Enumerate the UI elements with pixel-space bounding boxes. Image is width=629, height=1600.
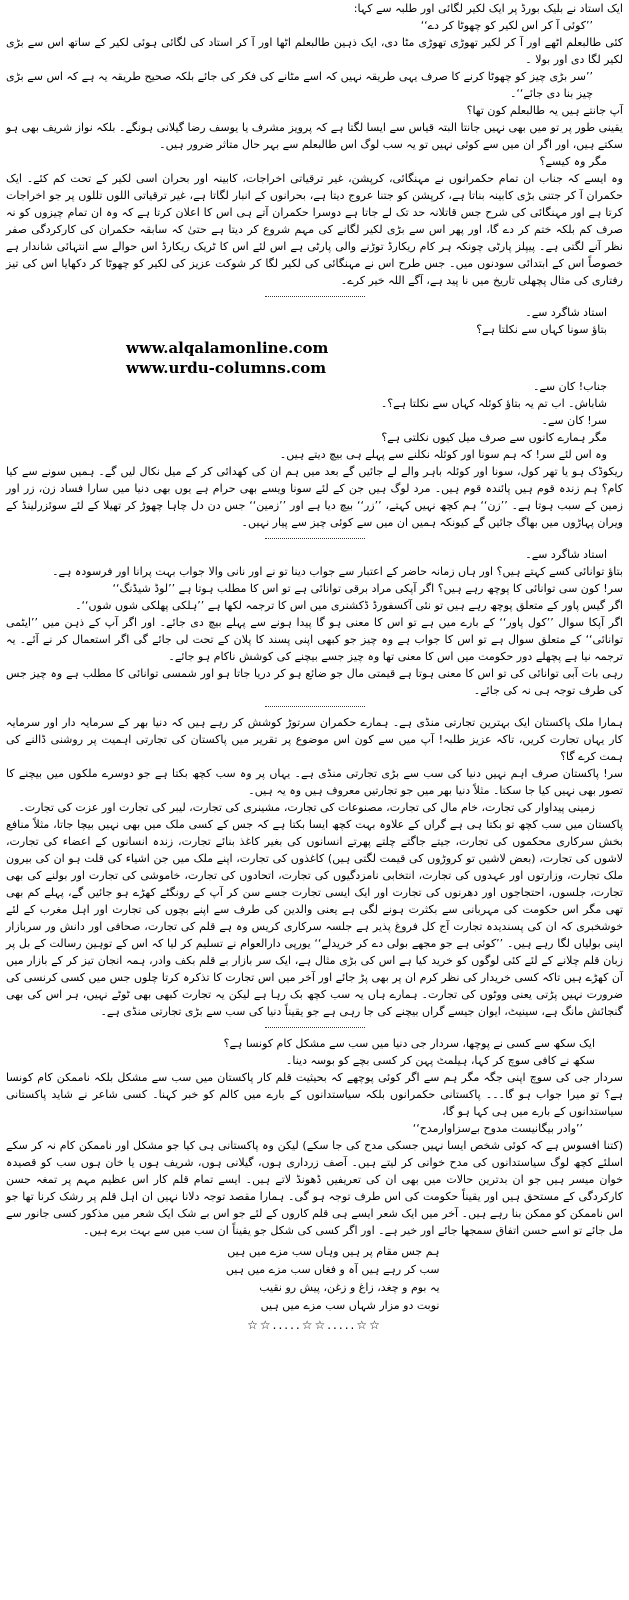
gold-coal-paragraph: ریکوڈک ہو یا تھر کول، سونا اور کوئلہ باہر والے لے جائیں گے بعد میں ہم ان کی کھدائی کر کے میل نکال لیں گے۔ ہمیں سونے سے کیا کام؟ ہم زندہ قوم ہیں پائندہ قوم ہیں۔ مرد لوگ ہیں جن کے لئے سونا ویسے بھی حرام ہے یوں بھی دنیا میں سارا فساد زن، زر اور زمین کے سبب ہوتا ہے۔ ’’زن‘‘ ہم کچھ نہیں کہتے، ’’زر‘‘ بیچ دیا ہے اور ’’زمین‘‘ جس دن دل چاہا چھوڑ کر تھیلا کے لئے سوئزرلینڈ کے ویران پہاڑوں میں بھاگ جائیں گے کیونکہ ہمیں ان میں سے کوئی چیز سے پیار نہیں۔	[6, 465, 623, 529]
dialogue-line: بتاؤ توانائی کسے کہتے ہیں؟ اور ہاں زمانہ حاضر کے اعتبار سے جواب دینا تو نے اور نانی والا جواب بہت پرانا اور فرسودہ ہے۔	[52, 565, 623, 578]
section-trade	[6, 714, 623, 1020]
dialogue-line: جناب! کان سے۔	[532, 380, 607, 393]
dialogue-line: سکھ نے کافی سوچ کر کہا، ہیلمٹ پہن کر کسی بچے کو بوسہ دینا۔	[285, 1054, 595, 1067]
closing-poem	[150, 1243, 480, 1315]
dialogue-line: اگر آپکا سوال ’’کول پاور‘‘ کے بارے میں ہے تو اس کا معنی ہو گا پیدا ہونے سے پہلے بیچ دی جائے۔ اور اگر آپ کے ذہن میں ’’ایٹمی توانائی‘‘ کے متعلق سوال ہے تو اس کا جواب ہے وہ چیز جو کبھی اپنی پسند کا پلان کے تحت لی جائے گی اگر استعمال کر نے آئے۔ یہ ترجمہ نیا ہے پچھلے دور حکومت میں اس کا معنی تھا وہ چیز جسے بیچنے کی کوشش ناکام ہو جائے۔	[6, 616, 623, 663]
dialogue-line: بتاؤ سونا کہاں سے نکلتا ہے؟	[476, 323, 607, 336]
section-energy	[6, 546, 623, 699]
praise-paragraph: سردار جی کی سوچ اپنی جگہ مگر ہم سے اگر کوئی پوچھے کہ بحیثیت قلم کار پاکستان میں سب سے مشکل بلکہ ناممکن کام کونسا ہے؟ تو میرا جواب ہو گا۔۔۔ پاکستانی حکمرانوں بلکہ سیاستدانوں کے بارے میں کالم کو خبر کہنا۔ کسی شاعر نے شاید پاکستانی سیاستدانوں کے بارے میں ہی کہا ہو گا،	[6, 1071, 623, 1118]
student-quote: ’’سر بڑی چیز کو چھوٹا کرنے کا صرف یہی طریقہ نہیں کہ اسے مٹانے کی فکر کی جائے بلکہ صحیح طریقہ یہ ہے کہ اس سے بڑی چیز بنا دی جائے‘‘۔	[6, 70, 593, 100]
poem-verse: سب کر رہے ہیں آہ و فغاں سب مزے میں ہیں	[225, 1263, 440, 1276]
trade-paragraph: ہمارا ملک پاکستان ایک بہترین تجارتی منڈی ہے۔ ہمارے حکمران سرتوڑ کوشش کر رہے ہیں کہ دنیا بھر کے سرمایہ دار اور سرمایہ کار یہاں تجارت کریں، تاکہ عزیز طلبہ! آپ میں سے کون اس موضوع پر تقریر میں پاکستان کی تجارتی اہمیت پر روشنی ڈالنے کی ہمت کرے گا؟	[6, 716, 623, 763]
end-mark: ☆☆.....☆☆.....☆☆	[247, 1318, 382, 1332]
trade-list: زمینی پیداوار کی تجارت، خام مال کی تجارت، مصنوعات کی تجارت، مشینری کی تجارت، لیبر کی تجارت اور عزت کی تجارت۔	[18, 801, 595, 814]
dialogue-line: وہ اس لئے سر! کہ ہم سونا اور کوئلہ نکلنے سے پہلے ہی بیچ دیتے ہیں۔	[279, 448, 607, 461]
poem-verse: نوبت دو مزار شہاں سب مزے میں ہیں	[260, 1299, 440, 1312]
section-praise	[6, 1035, 623, 1239]
watermark-url: www.alqalamonline.com	[126, 339, 329, 357]
section-separator	[265, 706, 365, 707]
section-separator	[265, 1027, 365, 1028]
section-separator	[265, 538, 365, 539]
poem-verse: ہم جس مقام پر ہیں وہاں سب مزے میں ہیں	[227, 1245, 440, 1258]
dialogue-line: استاد شاگرد سے۔	[525, 306, 607, 319]
section-gold-coal	[6, 304, 623, 531]
watermark-url: www.urdu-columns.com	[126, 359, 327, 377]
intro-line: ایک استاد نے بلیک بورڈ پر ایک لکیر لگائی اور طلبہ سے کہا:	[353, 2, 623, 15]
how-question: مگر وہ کیسے؟	[539, 155, 607, 168]
dialogue-line: استاد شاگرد سے۔	[525, 548, 607, 561]
dialogue-line: ایک سکھ سے کسی نے پوچھا، سردار جی دنیا میں سب سے مشکل کام کونسا ہے؟	[223, 1037, 595, 1050]
dialogue-line: مگر ہمارے کانوں سے صرف میل کیوں نکلتی ہے؟	[381, 431, 607, 444]
question-line: آپ جانتے ہیں یہ طالبعلم کون تھا؟	[466, 104, 623, 117]
section-board-line	[6, 0, 623, 289]
trade-paragraph: سر! پاکستان صرف اہم نہیں دنیا کی سب سے بڑی تجارتی منڈی ہے۔ یہاں پر وہ سب کچھ بکتا ہے جو دوسرے ملکوں میں بیچنے کا تصور بھی نہیں کیا جا سکتا۔ مثلاً دنیا بھر میں جو تجارتیں معروف ہیں وہ یہ ہیں۔	[6, 767, 623, 797]
persian-quote: ’’وادر بیگانیست مدوح بےسزاوارمدح‘‘	[412, 1122, 583, 1135]
praise-paragraph: (کتنا افسوس ہے کہ کوئی شخص ایسا نہیں جسکی مدح کی جا سکے) لیکن وہ پاکستانی ہی کیا جو مشکل اور ناممکن کام نہ کر سکے اسلئے کچھ لوگ سیاستدانوں کی مدح خوانی کر لیتے ہیں۔ آصف زرداری ہوں، گیلانی ہوں، شریف ہوں یا خان ہوں سب کو قصیدہ خوان میسر ہیں جو ان بدترین حالات میں بھی ان کی تعریفیں ڈھونڈ لاتے ہیں۔ ایسے تمام قلم کار اس عظیم مہم پر تمغہ حسن کارکردگی کے مستحق ہیں اور یقیناً حکومت کی اس طرف توجہ ہو گی۔ ہمارا مقصد توجہ دلانا نہیں ان اہل قلم پر رشک کرنا تھا جو اس ناممکن کو ممکن بنا رہے ہیں۔ آخر میں ایک شعر ایسے ہی قلم کاروں کے لئے جو اس بے شک ایک شعر میں مذکور کسی جانور سے مل جائے تو اسے حسن اتفاق سمجھا جائے اور خیر ہے۔ اور اگر کسی کی شکل جو یقیناً ان سب میں سے بہت برے ہیں۔	[6, 1139, 623, 1237]
dialogue-line: اگر گیس پاور کے متعلق پوچھ رہے ہیں تو نئی آکسفورڈ ڈکشنری میں اس کا ترجمہ لکھا ہے ’’ہلکی پھلکی شوں شوں‘‘۔	[75, 599, 623, 612]
teacher-quote: ’’کوئی آ کر اس لکیر کو چھوٹا کر دے‘‘	[420, 19, 593, 32]
explanation-paragraph: وہ ایسے کہ جناب ان تمام حکمرانوں نے مہنگائی، کرپشن، غیر ترقیاتی اخراجات، کابینہ اور بحران اسی لکیر کے تحت کم کئے۔ ایک حکمران آ کر جتنی بڑی کابینہ بناتا ہے، کرپشن کو جتنا عروج دیتا ہے، بحرانوں کے انبار لگاتا ہے، غیر ترقیاتی اللوں تللوں پر جو اخراجات کرتا ہے اور مہنگائی کی شرح جس قاتلانہ حد تک لے جاتا ہے دوسرا حکمران آتے ہی اس کا اعلان کرتا ہے کہ وہ ان تمام چیزوں کو نہ صرف کم بلکہ ختم کر دے گا، اور پھر اس سے بڑی لکیر لگانے کی مہم شروع کر دیتا ہے حتیٰ کہ سابقہ حکمران کی کارکردگی صفر نظر آنے لگتی ہے۔ پیپلز پارٹی چونکہ ہر کام ریکارڈ توڑنے والی پارٹی ہے اس لئے اس کا ٹریک ریکارڈ اس حوالے سے انتہائی شاندار ہے خصوصاً اس کے ابتدائی سودنوں میں۔ جس طرح اس نے مہنگائی کی لکیر لگا کر شوکت عزیز کی لکیر کو چھوٹا کر دکھایا اس کی تیز رفتاری کی مثال پچھلی تاریخ میں نا پید ہے، آگے اللہ خیر کرے۔	[6, 172, 623, 287]
trade-paragraph: پاکستان میں سب کچھ تو بکتا ہی ہے گراں کے علاوہ بہت کچھ ایسا بکتا ہے کہ جس کے کسی ملک میں بھی نہیں بیچا جاتا، مثلاً منافع بخش سرکاری محکموں کی تجارت، جیتے جاگتے چلتے پھرتے انسانوں کی بغیر کاغذ بنائے تجارت، زندہ انسانوں کے اعضاء کی تجارت، لاشوں کی تجارت، (بعض لاشیں تو کروڑوں کی قیمت لگتی ہیں) کاغذوں کی تجارت، اپنے ملک میں جن اشیاء کی قلت ہو ان کی بیرون ملک تجارت، وزارتوں اور عہدوں کی تجارت، انتخابی نامزدگیوں کی تجارت، اتحادوں کی تجارت، خاموشی کی تجارت اور بولنے کی بھی تجارت، جلسوں، احتجاجوں اور دھرنوں کی تجارت اور ایک ایسی تجارت جسے سن کر آپ کے رونگٹے کھڑے ہو جائیں گے، پہلے کم بھی تھی مگر اس حکومت کی مہربانی سے بکثرت ہونے لگی ہے یعنی والدین کی طرف سے اپنے بچوں کی تجارت اور اہل مغرب کے لئے خوشخبری کہ ان کی پسندیدہ تجارت آج کل فروغ پذیر ہے جلسہ سرکاری کریس وہ ہے قلم کی تجارت، صحافی اور دانش ور سربازار اپنی بولیاں لگا رہے ہیں۔ ’’کوئی ہے جو مجھے بولی دے کر خریدلے‘‘ یورپی دارالعوام نے تسلیم کر لیا کہ اس کے توہین رسالت کے بل پر زبان قلم چلانے کے لئے کئی لوگوں کو خرید کیا ہے اس کی بڑی مثال ہے، ایک سر بازار بے قلم بکف وادر، ہمہ انجان تیز کر کے بازار میں آن کھڑے ہیں تاکہ کسی خریدار کی نظر کرم ان پر بھی پڑ جائے اور آخر میں اس تجارت کا تذکرہ کرتا چلوں جس میں کسی کرنسی کی ضرورت نہیں پڑتی یعنی ووٹوں کی تجارت۔ ہمارے ہاں یہ سب کچھ بک رہا ہے لیکن یہ تجارت کبھی بھی ٹوٹے نہیں، ہر اس کی بھی گنجائش مانگ ہے، سینیٹ، ایوان جیسے گراں بیچنے کی جا رہی ہے جو یقیناً دنیا کی سب سے بڑی تجارتی منڈی ہے۔	[6, 818, 623, 1018]
section-separator	[265, 296, 365, 297]
dialogue-line: شاباش۔ اب تم یہ بتاؤ کوئلہ کہاں سے نکلتا ہے؟۔	[380, 397, 607, 410]
answer-paragraph: یقینی طور پر تو میں بھی نہیں جانتا البتہ قیاس سے ایسا لگتا ہے کہ پرویز مشرف یا یوسف رضا گیلانی ہونگے۔ بلکہ نواز شریف بھی ہو سکتے ہیں، اور اگر ان میں سے کوئی نہیں تو یہ سب لوگ اس طالبعلم سے بہر حال متاثر ضرور ہیں۔	[6, 121, 623, 151]
dialogue-line: رہی بات آبی توانائی کی تو اس کا معنی ہوتا ہے قیمتی مال جو ضائع ہو کر دریا جاتا ہو اور شمسی توانائی کا مطلب ہے وہ چیز جس کی طرف توجہ ہی نہ کی جائے۔	[6, 667, 623, 697]
dialogue-line: سر! کون سی توانائی کا پوچھ رہے ہیں؟ اگر آپکی مراد برقی توانائی ہے تو اس کا مطلب ہوتا ہے ’’لوڈ شیڈنگ‘‘	[112, 582, 623, 595]
student-action: کئی طالبعلم اٹھے اور آ کر لکیر تھوڑی تھوڑی مٹا دی، ایک ذہین طالبعلم اٹھا اور آ کر استاد کی لگائی ہوئی لکیر کے ساتھ اس سے بڑی لکیر لگا دی اور بولا ۔	[6, 36, 623, 66]
dialogue-line: سر! کان سے۔	[541, 414, 607, 427]
poem-verse: یہ بوم و چغد، زاغ و زغن، پیش رو نقیب	[259, 1281, 440, 1294]
